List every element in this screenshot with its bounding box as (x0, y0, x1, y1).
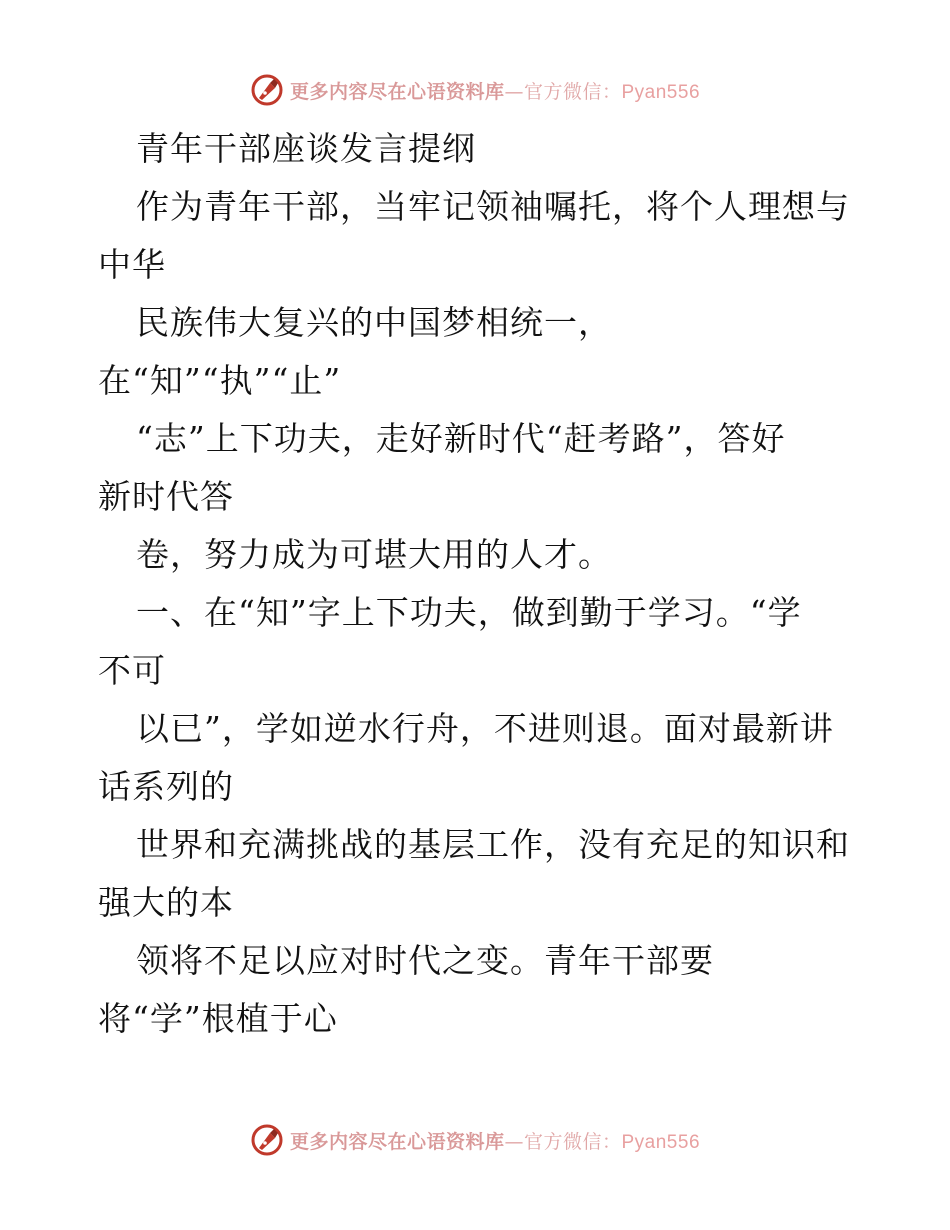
paragraph-line: 新时代答 (98, 477, 234, 516)
paragraph-line: 一、在“知”字上下功夫，做到勤于学习。“学 (136, 593, 802, 632)
header-watermark (0, 70, 950, 110)
paragraph-line: 在“知”“执”“止” (98, 361, 342, 400)
paragraph-line: 将“学”根植于心 (98, 999, 338, 1038)
watermark-sub-text: 官方微信： (523, 1130, 622, 1153)
footer-watermark (0, 1120, 950, 1160)
watermark-separator: — (504, 1130, 524, 1153)
watermark-separator: — (504, 80, 524, 103)
paragraph-line: 强大的本 (98, 883, 234, 922)
paragraph-line: 领将不足以应对时代之变。青年干部要 (136, 941, 714, 980)
paragraph-line: 民族伟大复兴的中国梦相统一， (136, 303, 612, 342)
paragraph-line: 作为青年干部，当牢记领袖嘱托，将个人理想与 (136, 187, 850, 226)
paragraph-line: 话系列的 (98, 767, 234, 806)
watermark-wechat-id: Pyan556 (621, 81, 701, 103)
watermark-main-text: 更多内容尽在心语资料库 (289, 80, 505, 103)
document-body (98, 120, 858, 1048)
paragraph-line: “志”上下功夫，走好新时代“赶考路”，答好 (136, 419, 786, 458)
paragraph-line: 以已”，学如逆水行舟，不进则退。面对最新讲 (136, 709, 834, 748)
paragraph-line: 中华 (98, 245, 166, 284)
pen-nib-logo-icon (250, 1123, 284, 1157)
paragraph-line: 世界和充满挑战的基层工作，没有充足的知识和 (136, 825, 850, 864)
paragraph-line: 卷，努力成为可堪大用的人才。 (136, 535, 612, 574)
watermark-sub-text: 官方微信： (523, 80, 622, 103)
watermark-wechat-id: Pyan556 (621, 1131, 701, 1153)
watermark-main-text: 更多内容尽在心语资料库 (289, 1130, 505, 1153)
pen-nib-logo-icon (250, 73, 284, 107)
document-title: 青年干部座谈发言提纲 (136, 129, 476, 168)
paragraph-line: 不可 (98, 651, 166, 690)
